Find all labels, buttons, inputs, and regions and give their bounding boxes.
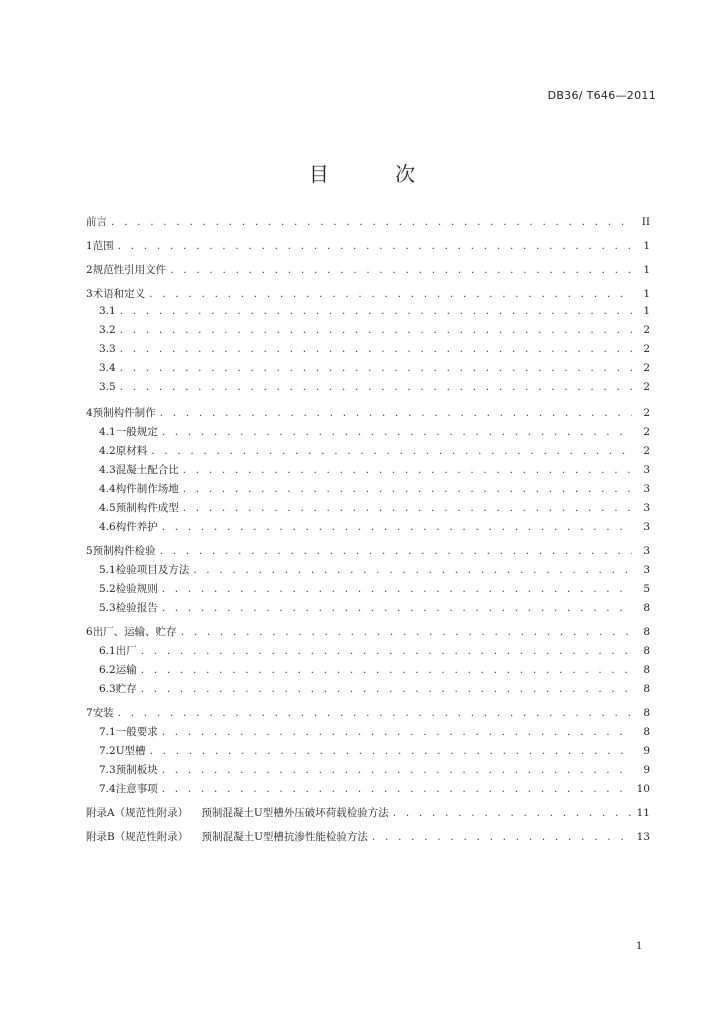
dot-leader bbox=[141, 645, 632, 657]
toc-entry-number: 3.1 bbox=[99, 305, 116, 317]
toc-entry-number: 4.5 bbox=[99, 502, 116, 514]
toc-entry-label: 术语和定义 bbox=[92, 288, 146, 300]
toc-entry[interactable] bbox=[86, 805, 650, 824]
toc-entry[interactable] bbox=[86, 829, 650, 848]
toc-entry-number: 3.5 bbox=[99, 381, 116, 393]
toc-entry-page: 2 bbox=[643, 381, 650, 393]
toc-entry-number: 7.1 bbox=[99, 726, 116, 738]
toc-entry[interactable] bbox=[86, 238, 650, 257]
toc-entry-number: 4.1 bbox=[99, 426, 116, 438]
toc-entry-number: 6 bbox=[86, 626, 93, 638]
toc-entry-page: 2 bbox=[643, 407, 650, 419]
toc-subentry[interactable] bbox=[86, 500, 650, 519]
toc-subentry[interactable] bbox=[86, 600, 650, 619]
dot-leader bbox=[120, 305, 632, 317]
toc-entry-page: 13 bbox=[636, 831, 650, 843]
dot-leader bbox=[393, 807, 632, 819]
toc-entry-page: 2 bbox=[643, 426, 650, 438]
toc-subentry[interactable] bbox=[86, 362, 650, 381]
toc-subentry[interactable] bbox=[86, 781, 650, 800]
toc-entry-label: 检验规则 bbox=[115, 583, 158, 595]
toc-entry-page: 8 bbox=[643, 664, 650, 676]
dot-leader bbox=[183, 502, 632, 514]
dot-leader bbox=[118, 707, 632, 719]
toc-subentry[interactable] bbox=[86, 662, 650, 681]
toc-entry-label: 注意事项 bbox=[115, 783, 158, 795]
page-number: 1 bbox=[636, 941, 643, 952]
toc-entry-label: 附录B（规范性附录） 预制混凝土U型槽抗渗性能检验方法 bbox=[86, 831, 368, 843]
toc-entry-number: 6.1 bbox=[99, 645, 116, 657]
toc-entry-page: 2 bbox=[643, 343, 650, 355]
toc-entry-number: 4.6 bbox=[99, 521, 116, 533]
toc-entry-label: 原材料 bbox=[115, 445, 148, 457]
toc-entry-number: 3.3 bbox=[99, 343, 116, 355]
table-of-contents bbox=[86, 214, 650, 848]
toc-entry-label: 预制板块 bbox=[115, 764, 158, 776]
toc-entry-page: II bbox=[641, 216, 650, 228]
toc-entry-number: 2 bbox=[86, 264, 93, 276]
toc-entry-label: 预制构件检验 bbox=[92, 545, 156, 557]
toc-entry-page: 3 bbox=[643, 502, 650, 514]
dot-leader bbox=[181, 626, 632, 638]
toc-entry-page: 3 bbox=[643, 483, 650, 495]
dot-leader bbox=[120, 343, 632, 355]
toc-entry-page: 8 bbox=[643, 707, 650, 719]
toc-entry-page: 8 bbox=[643, 602, 650, 614]
dot-leader bbox=[162, 783, 632, 795]
toc-entry-page: 5 bbox=[643, 583, 650, 595]
toc-entry-label: 预制构件制作 bbox=[92, 407, 156, 419]
dot-leader bbox=[162, 426, 632, 438]
toc-entry-number: 4.4 bbox=[99, 483, 116, 495]
toc-entry-page: 1 bbox=[643, 305, 650, 317]
dot-leader bbox=[162, 602, 632, 614]
toc-entry-number: 7 bbox=[86, 707, 93, 719]
toc-subentry[interactable] bbox=[86, 424, 650, 443]
toc-subentry[interactable] bbox=[86, 305, 650, 324]
toc-entry-number: 1 bbox=[86, 240, 93, 252]
dot-leader bbox=[120, 324, 632, 336]
toc-entry[interactable] bbox=[86, 624, 650, 643]
dot-leader bbox=[120, 381, 632, 393]
toc-entry-page: 8 bbox=[643, 683, 650, 695]
toc-entry-page: 2 bbox=[643, 362, 650, 374]
toc-entry-number: 4.3 bbox=[99, 464, 116, 476]
dot-leader bbox=[120, 362, 632, 374]
toc-entry-number: 6.3 bbox=[99, 683, 116, 695]
toc-entry-number: 3.4 bbox=[99, 362, 116, 374]
dot-leader bbox=[149, 288, 632, 300]
toc-entry-label: 运输 bbox=[115, 664, 137, 676]
dot-leader bbox=[162, 583, 632, 595]
toc-entry[interactable] bbox=[86, 405, 650, 424]
toc-subentry[interactable] bbox=[86, 724, 650, 743]
toc-subentry[interactable] bbox=[86, 481, 650, 500]
dot-leader bbox=[151, 445, 632, 457]
toc-entry-label: 一般要求 bbox=[115, 726, 158, 738]
toc-entry-number: 4.2 bbox=[99, 445, 116, 457]
dot-leader bbox=[162, 764, 632, 776]
toc-entry-label: 规范性引用文件 bbox=[92, 264, 167, 276]
toc-subentry[interactable] bbox=[86, 643, 650, 662]
toc-entry[interactable] bbox=[86, 262, 650, 281]
toc-entry-page: 1 bbox=[643, 264, 650, 276]
toc-entry-page: 3 bbox=[643, 564, 650, 576]
toc-subentry[interactable] bbox=[86, 743, 650, 762]
toc-subentry[interactable] bbox=[86, 562, 650, 581]
toc-entry-number: 3 bbox=[86, 288, 93, 300]
toc-subentry[interactable] bbox=[86, 343, 650, 362]
toc-entry-label: 前言 bbox=[86, 216, 107, 228]
toc-entry-number: 5 bbox=[86, 545, 93, 557]
dot-leader bbox=[150, 745, 632, 757]
toc-entry-number: 6.2 bbox=[99, 664, 116, 676]
standard-code: DB36/ T646—2011 bbox=[547, 89, 656, 102]
toc-entry-page: 3 bbox=[643, 464, 650, 476]
toc-subentry[interactable] bbox=[86, 519, 650, 538]
toc-entry-page: 8 bbox=[643, 645, 650, 657]
toc-entry-page: 8 bbox=[643, 726, 650, 738]
toc-entry-page: 8 bbox=[643, 626, 650, 638]
dot-leader bbox=[162, 521, 632, 533]
toc-entry-label: 混凝土配合比 bbox=[115, 464, 179, 476]
toc-entry-label: 检验报告 bbox=[115, 602, 158, 614]
dot-leader bbox=[141, 683, 632, 695]
toc-entry-label: 构件养护 bbox=[115, 521, 158, 533]
toc-entry-page: 9 bbox=[643, 745, 650, 757]
toc-entry-label: 一般规定 bbox=[115, 426, 158, 438]
page-title: 目 次 bbox=[308, 162, 446, 186]
toc-entry[interactable] bbox=[86, 543, 650, 562]
toc-subentry[interactable] bbox=[86, 762, 650, 781]
dot-leader bbox=[183, 483, 632, 495]
toc-entry-number: 5.1 bbox=[99, 564, 116, 576]
toc-entry-page: 1 bbox=[643, 240, 650, 252]
toc-subentry[interactable] bbox=[86, 324, 650, 343]
dot-leader bbox=[160, 407, 632, 419]
toc-entry-page: 1 bbox=[643, 288, 650, 300]
toc-entry-number: 4 bbox=[86, 407, 93, 419]
toc-entry-label: 出厂、运输、贮存 bbox=[92, 626, 177, 638]
toc-entry-label: 安装 bbox=[92, 707, 114, 719]
dot-leader bbox=[118, 240, 632, 252]
toc-entry-label: 出厂 bbox=[115, 645, 137, 657]
toc-entry-label: 预制构件成型 bbox=[115, 502, 179, 514]
dot-leader bbox=[111, 216, 632, 228]
dot-leader bbox=[193, 564, 632, 576]
toc-entry-page: 3 bbox=[643, 521, 650, 533]
toc-entry-label: U型槽 bbox=[115, 745, 146, 757]
toc-subentry[interactable] bbox=[86, 381, 650, 400]
toc-entry-page: 11 bbox=[636, 807, 650, 819]
dot-leader bbox=[162, 726, 632, 738]
toc-subentry[interactable] bbox=[86, 462, 650, 481]
toc-entry-page: 2 bbox=[643, 445, 650, 457]
toc-entry-number: 7.3 bbox=[99, 764, 116, 776]
toc-entry-page: 2 bbox=[643, 324, 650, 336]
toc-entry-label: 范围 bbox=[92, 240, 114, 252]
toc-entry-page: 3 bbox=[643, 545, 650, 557]
toc-entry[interactable] bbox=[86, 286, 650, 305]
toc-entry[interactable] bbox=[86, 214, 650, 233]
toc-entry-number: 3.2 bbox=[99, 324, 116, 336]
toc-subentry[interactable] bbox=[86, 581, 650, 600]
toc-entry-page: 10 bbox=[636, 783, 650, 795]
toc-entry-label: 贮存 bbox=[115, 683, 137, 695]
toc-subentry[interactable] bbox=[86, 681, 650, 700]
toc-entry-number: 7.4 bbox=[99, 783, 116, 795]
dot-leader bbox=[160, 545, 632, 557]
toc-subentry[interactable] bbox=[86, 443, 650, 462]
dot-leader bbox=[372, 831, 632, 843]
toc-entry-number: 5.3 bbox=[99, 602, 116, 614]
toc-entry-number: 7.2 bbox=[99, 745, 116, 757]
toc-entry[interactable] bbox=[86, 705, 650, 724]
toc-entry-page: 9 bbox=[643, 764, 650, 776]
toc-entry-number: 5.2 bbox=[99, 583, 116, 595]
dot-leader bbox=[183, 464, 632, 476]
toc-entry-label: 检验项目及方法 bbox=[115, 564, 190, 576]
toc-entry-label: 构件制作场地 bbox=[115, 483, 179, 495]
dot-leader bbox=[141, 664, 632, 676]
toc-entry-label: 附录A（规范性附录） 预制混凝土U型槽外压破坏荷载检验方法 bbox=[86, 807, 389, 819]
dot-leader bbox=[170, 264, 632, 276]
